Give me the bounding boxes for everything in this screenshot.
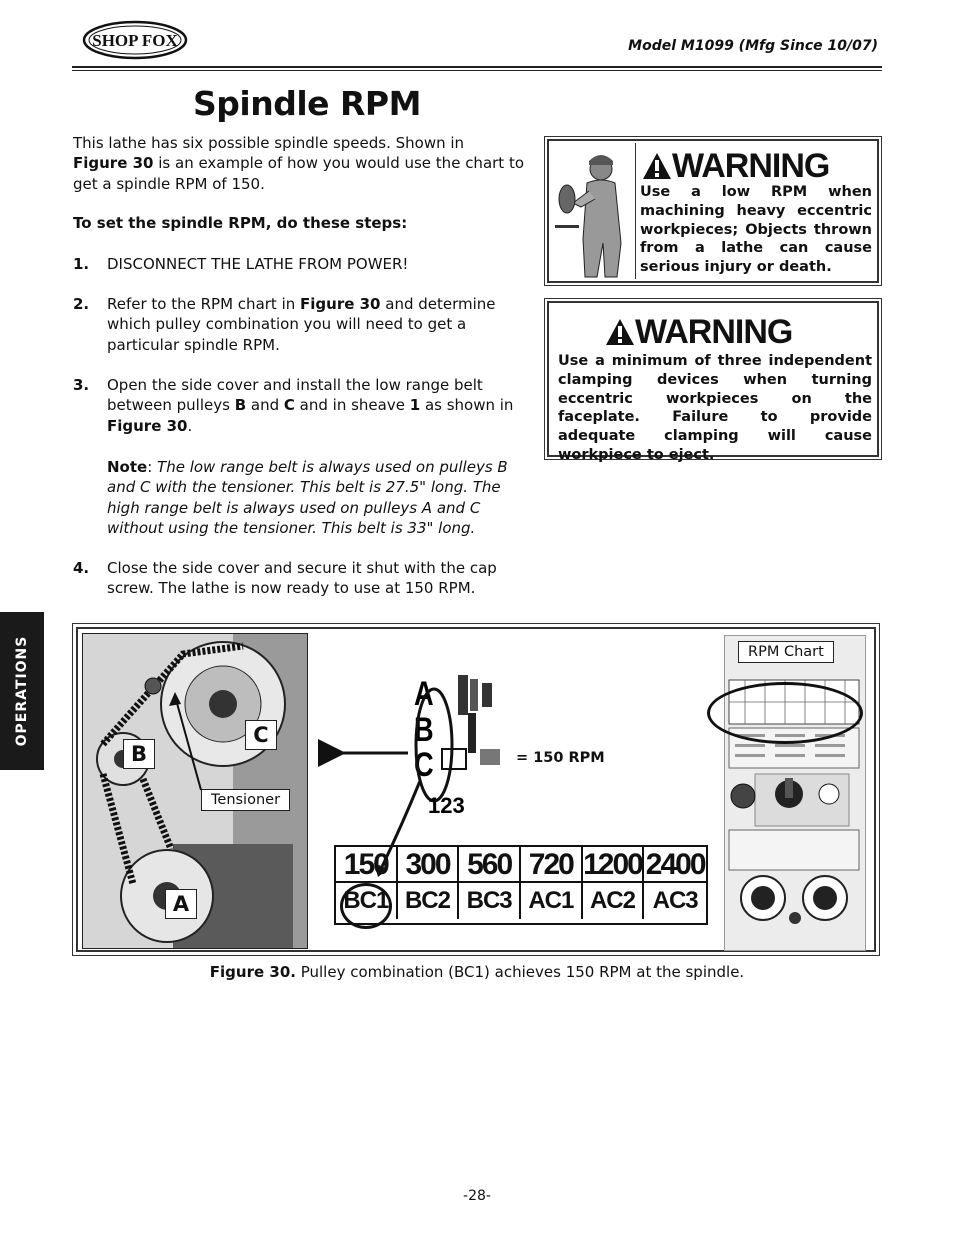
rpm-speed-cell: 2400	[645, 848, 705, 881]
pulley-letter-a: A	[414, 674, 434, 713]
intro-paragraph: This lathe has six possible spindle speeds. Shown in Figure 30 is an example of how you would use the chart to get a spindle RPM of 150.	[73, 134, 525, 193]
step-3: 3. Open the side cover and install the low range belt between pulleys B and C and in sheave 1 as shown in Figure 30.	[73, 376, 514, 435]
pulley-letter-b: B	[414, 710, 434, 749]
shop-fox-logo	[82, 20, 188, 60]
step-2: 2. Refer to the RPM chart in Figure 30 and determine which pulley combination you will need to get a particular spindle RPM.	[73, 295, 496, 354]
rpm-chart-highlight-ellipse	[707, 682, 863, 744]
step-4: 4. Close the side cover and secure it shut with the cap screw. The lathe is now ready to use at 150 RPM.	[73, 559, 497, 598]
warning-box-low-rpm	[544, 136, 882, 286]
step-1: 1. DISCONNECT THE LATHE FROM POWER!	[73, 255, 409, 273]
pulley-letter-c: C	[414, 745, 434, 784]
note-paragraph: Note: The low range belt is always used on pulleys B and C with the tensioner. This belt is 27.5" long. The high range belt is always used on pulleys A and C without using the tensioner. This belt is 33" long.	[107, 458, 508, 537]
warning-title: WARNING	[642, 149, 829, 183]
rpm-combo-cell: BC3	[459, 883, 521, 919]
header-rule-thin	[72, 70, 882, 71]
pulley-photo	[82, 633, 308, 949]
pulley-label-b: B	[123, 739, 155, 769]
warning-text: Use a minimum of three independent clamping devices when turning eccentric workpieces on the faceplate. Failure to provide adequate clamping will cause workpiece to eject.	[558, 353, 872, 463]
warning-triangle-icon	[605, 318, 635, 346]
page-number: -28-	[463, 1188, 491, 1204]
figure-caption: Figure 30. Pulley combination (BC1) achieves 150 RPM at the spindle.	[209, 963, 745, 981]
tensioner-label: Tensioner	[201, 789, 290, 811]
rpm-chart-label: RPM Chart	[738, 641, 834, 663]
warning-box-clamping	[544, 298, 882, 463]
header-rule	[72, 66, 882, 68]
warning-triangle-icon	[642, 152, 672, 180]
warning-text: Use a low RPM when machining heavy eccentric workpieces; Objects thrown from a lathe can cause serious injury or death.	[640, 184, 872, 276]
section-tab-operations: OPERATIONS	[0, 612, 44, 770]
rpm-speed-cell: 1200	[583, 847, 645, 883]
model-number: Model M1099 (Mfg Since 10/07)	[628, 38, 878, 54]
logo-text: SHOP FOX	[92, 31, 178, 50]
bc1-highlight-circle	[340, 883, 392, 929]
rpm-combo-cell: AC2	[583, 883, 645, 919]
rpm-speed-cell: 560	[459, 847, 521, 883]
warning-title: WARNING	[605, 315, 792, 349]
control-panel-photo	[724, 635, 866, 951]
operator-illustration	[551, 143, 636, 279]
rpm-combo-cell: BC2	[398, 883, 460, 919]
sheave-numbers: 123	[428, 793, 465, 818]
pulley-label-c: C	[245, 720, 277, 750]
rpm-combo-cell: AC3	[652, 887, 698, 914]
rpm-result-label: = 150 RPM	[516, 750, 605, 766]
rpm-speed-cell: 150	[336, 847, 398, 883]
figure-30	[76, 627, 876, 952]
rpm-combo-cell: AC1	[521, 883, 583, 919]
steps-heading: To set the spindle RPM, do these steps:	[73, 214, 408, 232]
rpm-speed-cell: 720	[521, 847, 583, 883]
pulley-label-a: A	[165, 889, 197, 919]
rpm-speed-cell: 300	[398, 847, 460, 883]
rpm-combo-cell: BC1	[336, 883, 398, 919]
page-title: Spindle RPM	[193, 84, 421, 123]
